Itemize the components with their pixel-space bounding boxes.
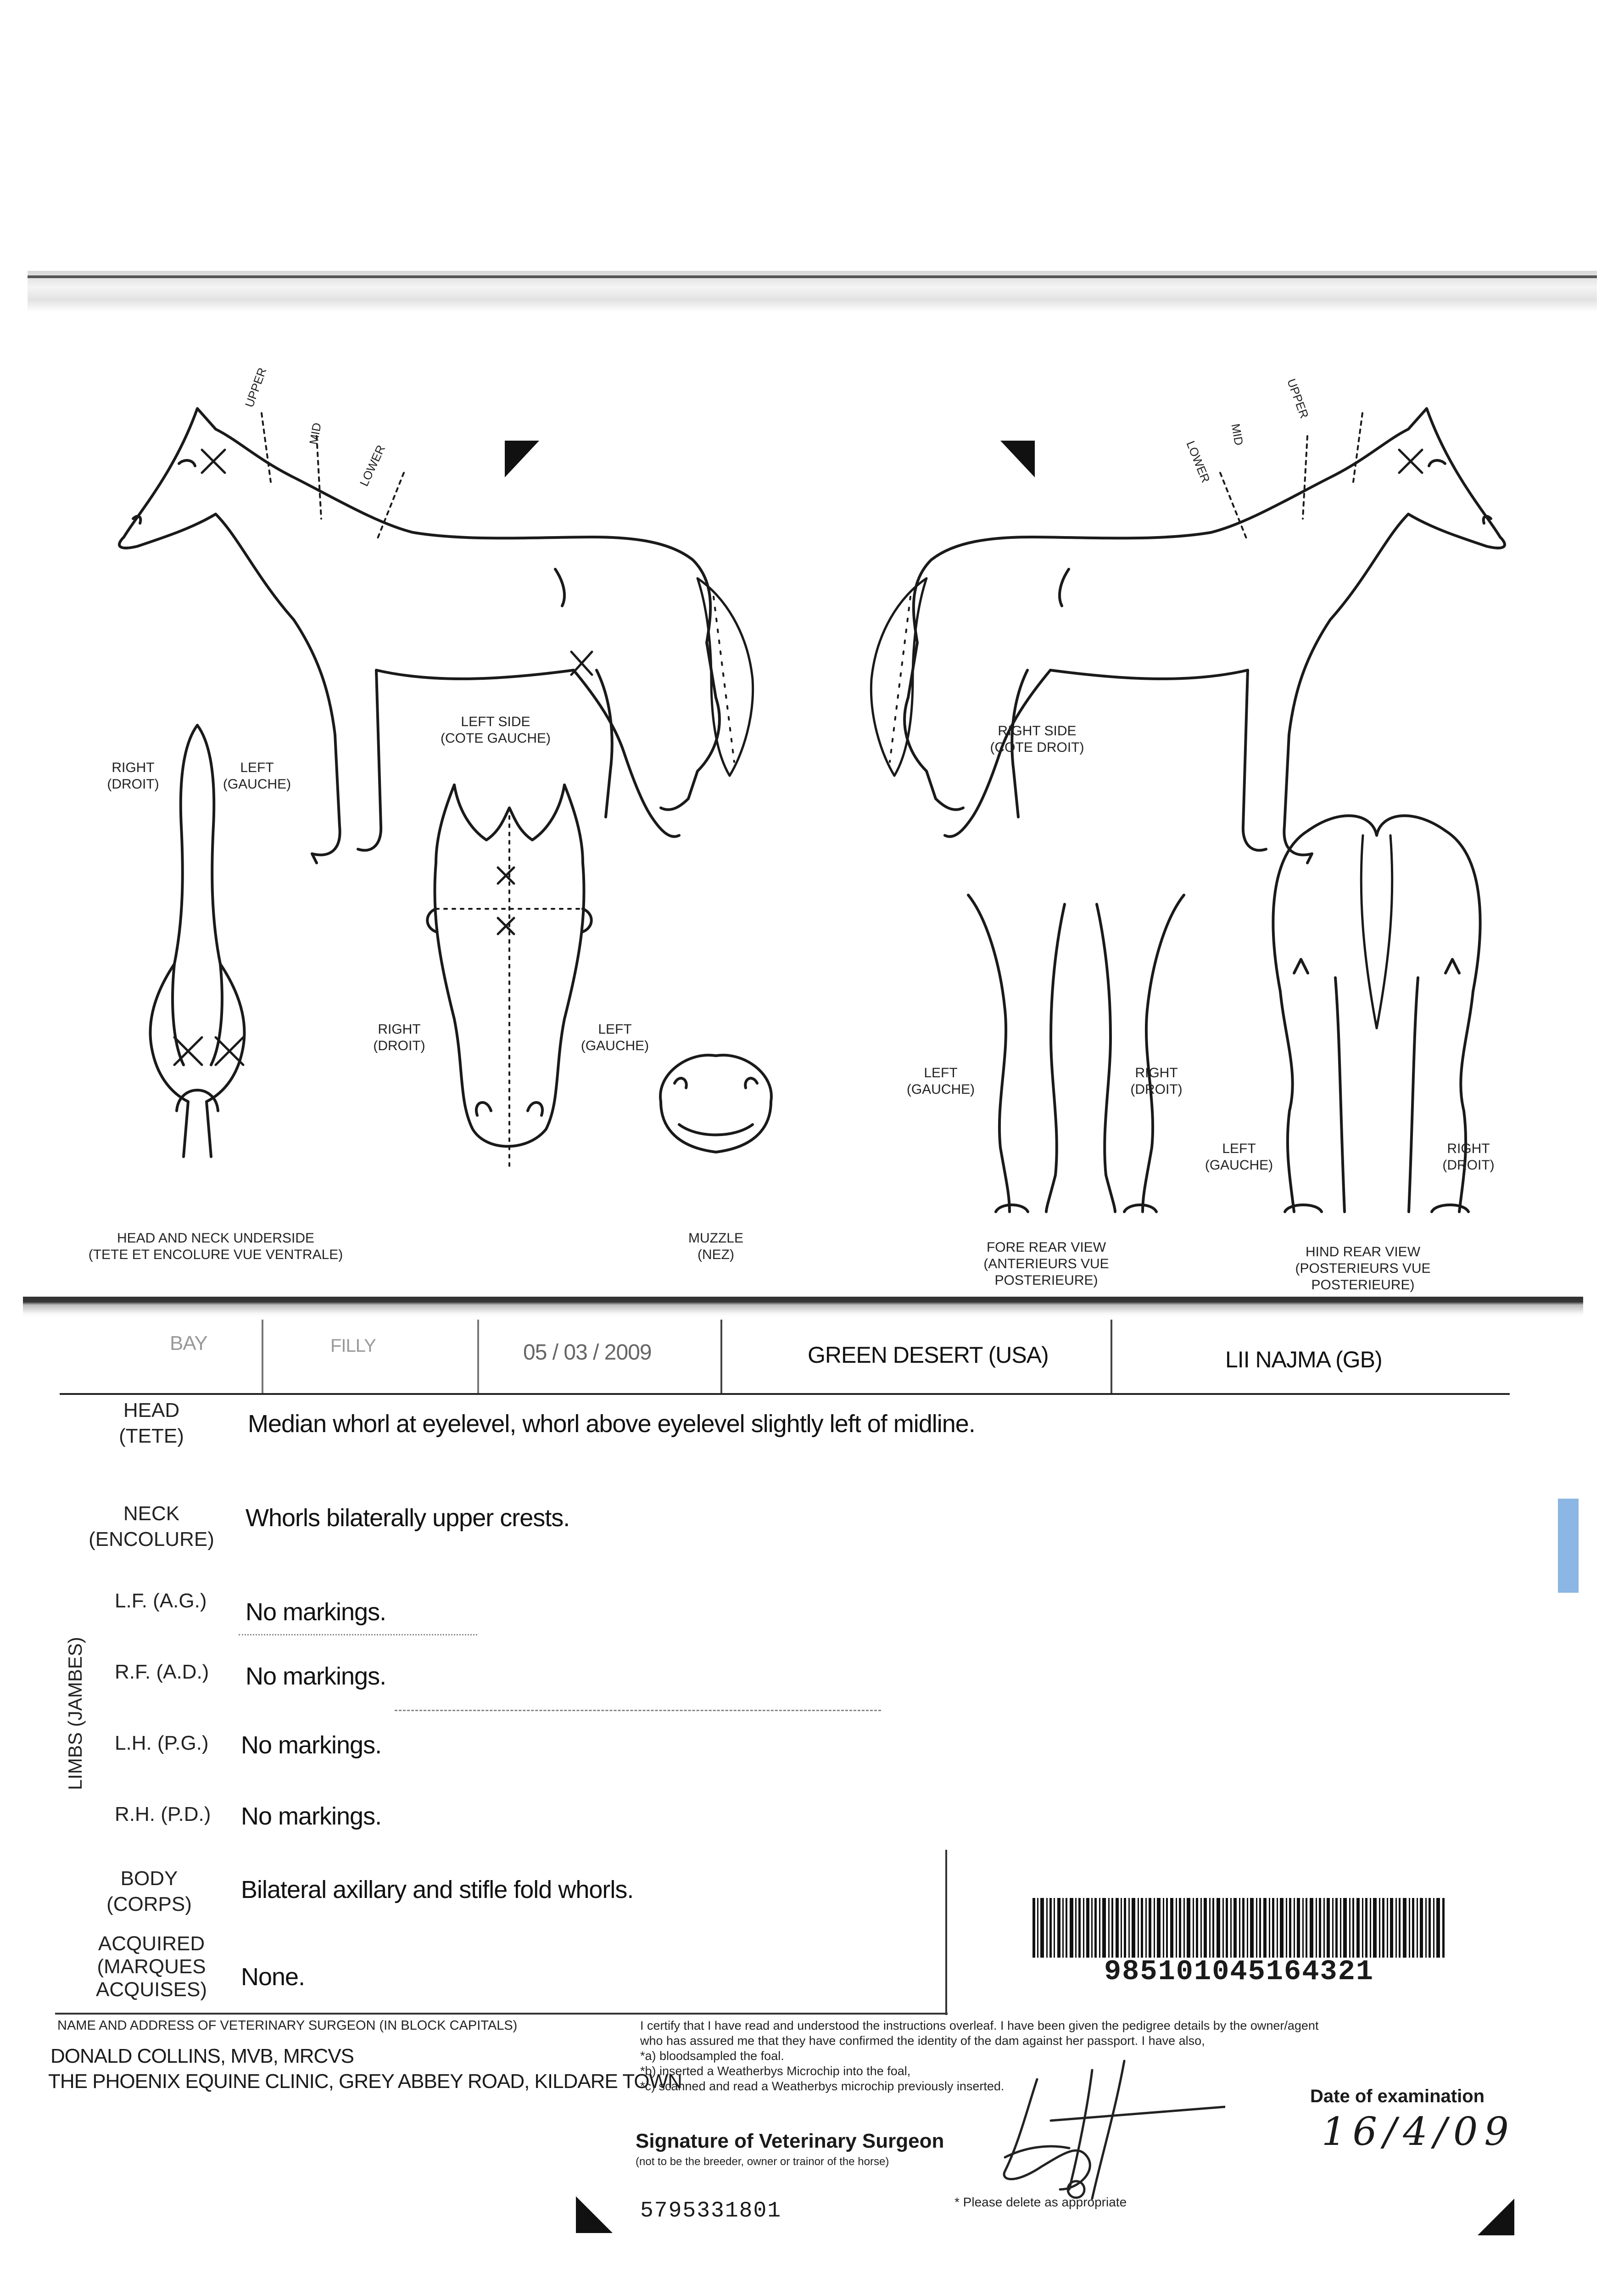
head-front (427, 785, 592, 1170)
microchip-barcode (1032, 1898, 1445, 1958)
underside-caption: HEAD AND NECK UNDERSIDE (TETE ET ENCOLURE VUE VENTRALE) (88, 1231, 343, 1262)
head-right-label: RIGHT (DROIT) (373, 1022, 425, 1053)
identity-row (60, 1320, 1510, 1395)
body-label: BODY (CORPS) (106, 1867, 192, 1915)
triangle-marker-left (505, 441, 539, 477)
fore-left-label: LEFT (GAUCHE) (906, 1065, 975, 1097)
neck-zone-upper-left: UPPER (242, 365, 269, 409)
rh-label: R.H. (P.D.) (115, 1803, 211, 1825)
signature (987, 2052, 1225, 2203)
underside-left-label: LEFT (GAUCHE) (223, 760, 291, 792)
cert-c: *c) scanned and read a Weatherbys microchip previously inserted. (640, 2079, 1005, 2093)
underside-right-label: RIGHT (DROIT) (107, 760, 159, 792)
signature-label: Signature of Veterinary Surgeon (636, 2130, 944, 2152)
vet-heading: NAME AND ADDRESS OF VETERINARY SURGEON (IN BLOCK CAPITALS) (57, 2018, 518, 2033)
top-edge-line (28, 275, 1597, 278)
neck-zone-mid-right: MID (1228, 422, 1246, 447)
hind-right-label: RIGHT (DROIT) (1442, 1141, 1495, 1173)
body-value: Bilateral axillary and stifle fold whorls. (241, 1876, 634, 1903)
mid-edge (23, 1297, 1583, 1317)
colour-value: BAY (170, 1332, 207, 1355)
sire-value: GREEN DESERT (USA) (808, 1342, 1049, 1368)
triangle-marker-right (1000, 441, 1035, 477)
rh-value: No markings. (241, 1802, 382, 1830)
neck-zone-lower-left: LOWER (357, 442, 388, 488)
triangle-marker-bottom-right (1478, 2199, 1514, 2235)
fore-right-label: RIGHT (DROIT) (1130, 1065, 1183, 1097)
vet-name: DONALD COLLINS, MVB, MRCVS (50, 2045, 354, 2067)
cert-b: *b) inserted a Weatherbys Microchip into the foal, (640, 2064, 911, 2078)
vet-address: THE PHOENIX EQUINE CLINIC, GREY ABBEY ROAD, KILDARE TOWN (48, 2070, 682, 2093)
acquired-label: ACQUIRED (MARQUES ACQUISES) (95, 1932, 207, 2001)
acquired-value: None. (241, 1963, 305, 1991)
neck-zone-mid-left: MID (306, 421, 324, 446)
lf-label: L.F. (A.G.) (115, 1590, 207, 1612)
rf-label: R.F. (A.D.) (115, 1661, 209, 1683)
hind-left-label: LEFT (GAUCHE) (1205, 1141, 1273, 1173)
exam-label: Date of examination (1310, 2086, 1485, 2106)
head-value: Median whorl at eyelevel, whorl above eyelevel slightly left of midline. (248, 1410, 975, 1438)
sex-value: FILLY (330, 1336, 376, 1356)
signature-sublabel: (not to be the breeder, owner or trainor of the horse) (636, 2155, 889, 2168)
muzzle (660, 1055, 771, 1152)
dotted-rule (395, 1710, 881, 1711)
right-side-horse (871, 409, 1505, 863)
fore-caption: FORE REAR VIEW (ANTERIEURS VUE POSTERIEURE) (983, 1240, 1109, 1288)
lh-label: L.H. (P.G.) (115, 1732, 209, 1754)
neck-value: Whorls bilaterally upper crests. (246, 1504, 570, 1532)
side-tab (1558, 1499, 1579, 1593)
cert-line1: I certify that I have read and understood the instructions overleaf. I have been given the pedigree details by the owner/agent (640, 2019, 1319, 2032)
barcode-number: 985101045164321 (1104, 1955, 1374, 1988)
dotted-rule (239, 1634, 477, 1635)
head-left-label: LEFT (GAUCHE) (580, 1022, 649, 1053)
serial-number: 5795331801 (640, 2199, 782, 2223)
neck-zone-lower-right: LOWER (1183, 439, 1213, 485)
dob-value: 05 / 03 / 2009 (523, 1340, 652, 1365)
rf-value: No markings. (246, 1662, 386, 1690)
hind-caption: HIND REAR VIEW (POSTERIEURS VUE POSTERIEURE) (1295, 1244, 1431, 1293)
cert-a: *a) bloodsampled the foal. (640, 2049, 784, 2063)
head-label: HEAD (TETE) (119, 1399, 184, 1447)
neck-label: NECK (ENCOLURE) (89, 1502, 214, 1551)
lf-value: No markings. (246, 1598, 386, 1626)
neck-zone-upper-right: UPPER (1284, 377, 1311, 420)
dam-value: LII NAJMA (GB) (1225, 1347, 1382, 1372)
triangle-marker-bottom-left (576, 2196, 613, 2233)
horse-diagrams (0, 321, 1624, 1285)
right-side-label: RIGHT SIDE (COTE DROIT) (990, 723, 1084, 755)
markings-box-bottom (55, 2013, 948, 2015)
muzzle-label: MUZZLE (NEZ) (688, 1231, 743, 1262)
cert-line2: who has assured me that they have confirmed the identity of the dam against her passport. I have also, (640, 2034, 1205, 2048)
markings-box-right (945, 1850, 947, 2015)
limbs-label: LIMBS (JAMBES) (64, 1637, 86, 1790)
exam-date: 16/4/09 (1322, 2109, 1515, 2154)
left-side-label: LEFT SIDE (COTE GAUCHE) (441, 714, 551, 746)
fore-rear-view (968, 895, 1184, 1212)
lh-value: No markings. (241, 1731, 382, 1759)
delete-note: * Please delete as appropriate (954, 2195, 1127, 2209)
